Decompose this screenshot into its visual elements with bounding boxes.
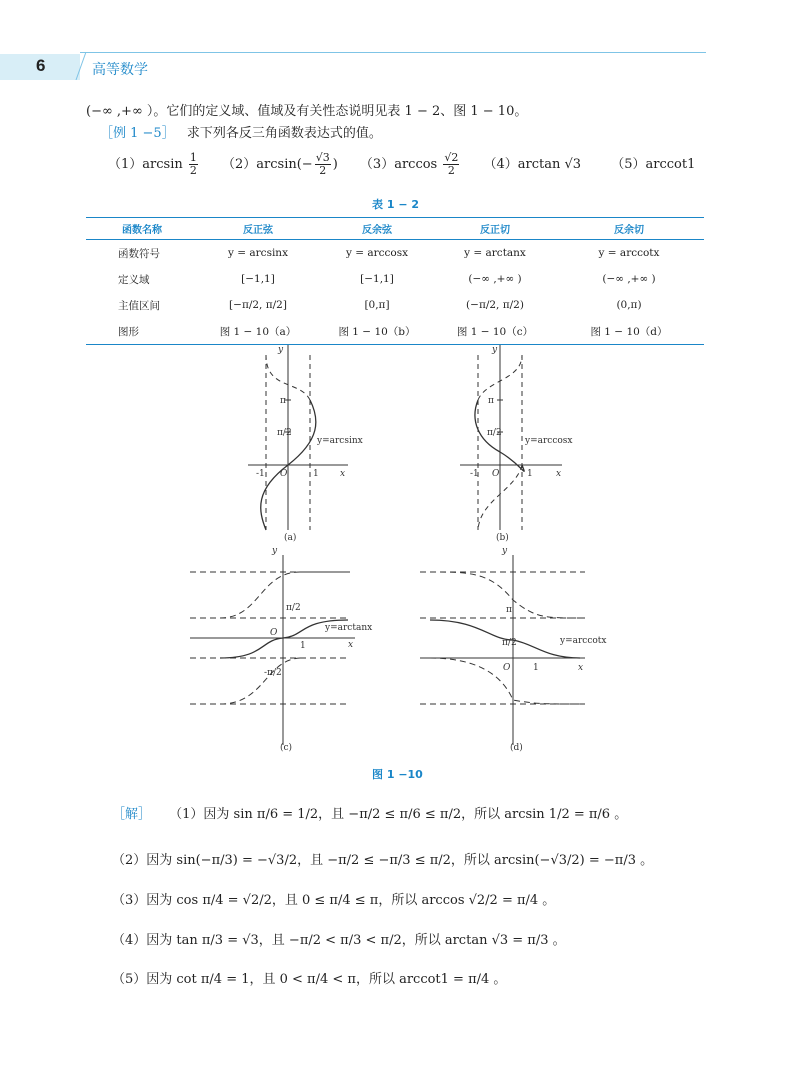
example-item-5: （5）arccot1	[611, 157, 696, 172]
fig-a-y-axis: y	[278, 345, 284, 355]
function-table	[86, 217, 704, 345]
table-cell: y = arccotx	[598, 247, 660, 259]
table-cell: 图形	[86, 318, 198, 345]
table-row	[86, 292, 704, 318]
header-rule	[80, 52, 706, 53]
fig-c-label: (c)	[280, 743, 293, 753]
table-title: 表 1 − 2	[372, 198, 420, 211]
table-row	[86, 240, 704, 267]
table-header-row	[86, 218, 704, 240]
fig-a-x-axis: x	[340, 469, 346, 479]
example-item-4: （4）arctan √3	[483, 157, 582, 172]
fig-d-curve-label: y=arccotx	[560, 636, 607, 646]
example-item-1: （1）arcsin $\frac{1}{2}$	[108, 151, 197, 177]
fig-c-curve-label: y=arctanx	[325, 623, 373, 633]
table-header: 反正切	[436, 218, 554, 240]
fig-d-tick-pi: π	[506, 605, 512, 615]
table-cell: 图 1 − 10（d）	[554, 318, 704, 345]
fig-d-x-one: 1	[533, 663, 539, 673]
fig-c-tick-half-pi: π/2	[286, 603, 301, 613]
figure-group	[0, 340, 800, 780]
table-cell: 主值区间	[118, 299, 160, 312]
fig-b-tick-pi: π	[488, 396, 494, 406]
fig-a-label: (a)	[284, 533, 297, 543]
fig-d-tick-half-pi: π/2	[502, 638, 517, 648]
table-cell: 图 1 − 10（a）	[198, 318, 318, 345]
table-cell: [−1,1]	[241, 273, 275, 285]
fig-d-origin: O	[503, 663, 511, 673]
example-heading	[100, 125, 382, 143]
example-item-2: （2）arcsin(− $\frac{√3}{2}$ )	[222, 151, 338, 177]
table-cell: 函数符号	[118, 247, 160, 260]
fig-b-x-minus-one: -1	[470, 469, 479, 479]
fig-a-tick-pi: π	[280, 396, 286, 406]
fig-a-origin: O	[280, 469, 288, 479]
fig-a-tick-half-pi: π/2	[277, 428, 292, 438]
fig-d-x-axis: x	[578, 663, 584, 673]
table-cell: 定义域	[118, 273, 150, 286]
fig-d-y-axis: y	[502, 546, 508, 556]
table-cell: y = arccosx	[345, 247, 409, 259]
fig-c-y-axis: y	[272, 546, 278, 556]
table-cell: (−∞ ,+∞ )	[602, 273, 656, 285]
figure-c	[190, 555, 355, 745]
solution-step-3: （3）因为 cos π/4 = √2/2，且 0 ≤ π/4 ≤ π，所以 arccos √2/2 = π/4 。	[112, 893, 556, 908]
table-header: 反余弦	[318, 218, 436, 240]
fig-a-x-one: 1	[313, 469, 319, 479]
solution-step-4: （4）因为 tan π/3 = √3，且 −π/2 < π/3 < π/2，所以 arctan √3 = π/3 。	[112, 933, 566, 948]
table-cell: y = arctanx	[464, 247, 526, 259]
table-cell: [0,π]	[364, 299, 390, 311]
solution-step-5: （5）因为 cot π/4 = 1，且 0 < π/4 < π，所以 arccot1 = π/4 。	[112, 972, 507, 987]
figure-d	[420, 555, 585, 745]
table-cell: 图 1 − 10（c）	[436, 318, 554, 345]
fig-a-x-minus-one: -1	[256, 469, 265, 479]
fig-b-x-axis: x	[556, 469, 562, 479]
example-label: ［例 1 −5］	[100, 126, 175, 141]
table-header: 反正弦	[198, 218, 318, 240]
book-title: 高等数学	[92, 62, 148, 78]
table-row	[86, 266, 704, 292]
solution-text: （1）因为 sin π/6 = 1/2，且 −π/2 ≤ π/6 ≤ π/2，所以 arcsin 1/2 = π/6 。	[169, 807, 628, 822]
solution-label: ［解］	[112, 807, 152, 822]
fig-b-origin: O	[492, 469, 500, 479]
page-number: 6	[36, 56, 46, 75]
table-cell: [−1,1]	[360, 273, 394, 285]
fig-b-y-axis: y	[492, 345, 498, 355]
table-cell: (0,π)	[616, 299, 642, 311]
fig-b-curve-label: y=arccosx	[525, 436, 573, 446]
intro-line: (−∞ ,+∞ ）。它们的定义域、值域及有关性态说明见表 1 − 2、图 1 − 10。	[86, 104, 528, 119]
table-header: 反余切	[554, 218, 704, 240]
fig-b-x-one: 1	[527, 469, 533, 479]
fig-c-x-axis: x	[348, 640, 354, 650]
table-cell: 图 1 − 10（b）	[318, 318, 436, 345]
example-item-3: （3）arccos $\frac{√2}{2}$	[359, 151, 459, 177]
fig-b-tick-half-pi: π/2	[487, 428, 502, 438]
fig-c-origin: O	[270, 628, 278, 638]
fig-b-label: (b)	[496, 533, 509, 543]
solution-step-2: （2）因为 sin(−π/3) = −√3/2，且 −π/2 ≤ −π/3 ≤ π/2，所以 arcsin(−√3/2) = −π/3 。	[112, 853, 654, 868]
table-cell: (−π/2, π/2)	[466, 299, 524, 311]
table-cell: y = arcsinx	[228, 247, 288, 259]
fig-c-x-one: 1	[300, 641, 306, 651]
table-cell: (−∞ ,+∞ )	[468, 273, 522, 285]
fig-d-label: (d)	[510, 743, 523, 753]
example-items	[108, 150, 695, 180]
fig-a-curve-label: y=arcsinx	[317, 436, 363, 446]
solution-step-1	[112, 806, 627, 824]
header-slash	[72, 52, 88, 80]
fig-c-tick-neg-half-pi: -π/2	[264, 668, 282, 678]
example-text: 求下列各反三角函数表达式的值。	[186, 126, 382, 141]
table-header: 函数名称	[86, 218, 198, 240]
figure-caption: 图 1 −10	[372, 768, 423, 781]
table-cell: [−π/2, π/2]	[229, 299, 287, 311]
